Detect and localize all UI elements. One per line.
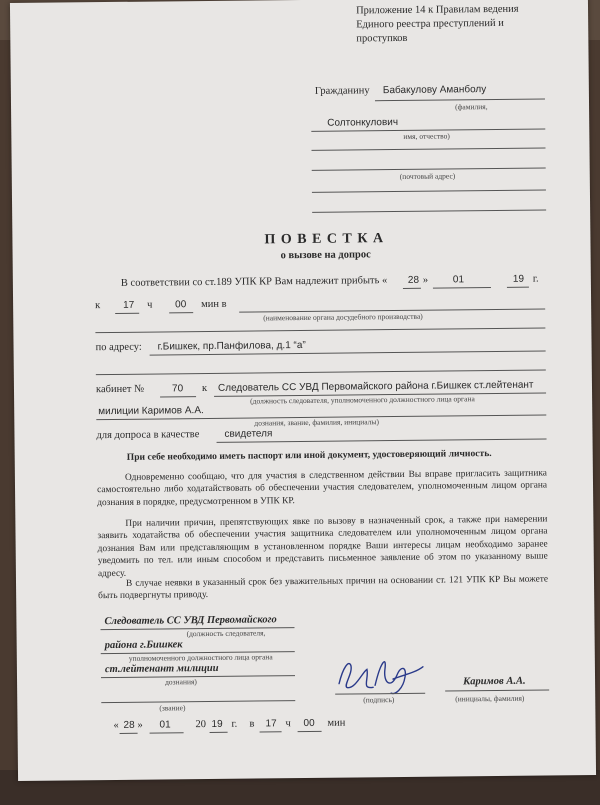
summons-day: 28 — [407, 274, 420, 286]
caption-signer-3: дознания) — [165, 677, 197, 687]
summons-year-suffix: г. — [532, 273, 539, 285]
signer-rank-line — [101, 700, 295, 703]
address-line-4 — [312, 209, 546, 212]
officer-line-1: Следователь СС УВД Первомайского района г.Бишкек ст.лейтенант — [217, 379, 534, 394]
officer-line-2: милиции Каримов А.А. — [98, 405, 204, 418]
paragraph-reasons: При наличии причин, препятствующих явке по вызову в назначенный срок, а также при намерении заявить ходатайства об обеспечении участия защитника следователем или уполномоченным лицом органа дознания Вам или представляющим в установленном порядке Ваши интересы лицам необходимо заранее уведомить по тел. или иным способом и представить письменное заявление об этом по указанному выше адресу. — [97, 514, 548, 579]
address-line-3 — [312, 189, 546, 192]
signer-position-3: ст.лейтенант милиции — [104, 662, 219, 676]
issue-date-open: « — [113, 719, 119, 732]
document-subtitle: о вызове на допрос — [280, 249, 371, 262]
cabinet-k: к — [201, 383, 208, 395]
summons-min-line — [169, 312, 193, 313]
caption-sign: (подпись) — [363, 695, 395, 705]
cabinet-number-line — [160, 396, 196, 397]
initials-line — [445, 689, 549, 691]
summons-hour-line — [115, 313, 139, 314]
summons-min-label: мин в — [201, 298, 227, 311]
issue-date-month-line — [150, 732, 184, 733]
addressee-name-line — [375, 98, 545, 101]
summons-k: к — [95, 300, 101, 312]
caption-rank: (звание) — [159, 703, 186, 713]
signer-position-2: района г.Бишкек — [104, 639, 183, 652]
summons-hour: 17 — [123, 299, 135, 311]
issue-date-close: » — [137, 719, 143, 731]
issue-date-min: 00 — [303, 717, 315, 730]
caption-organ: (наименование органа досудебного производства) — [263, 311, 423, 323]
caption-initials: (инициалы, фамилия) — [455, 693, 525, 704]
issue-date-g: г. — [231, 718, 238, 730]
summons-month: 01 — [452, 274, 465, 286]
summons-intro: В соответствии со ст.189 УПК КР Вам надлежит прибыть « — [120, 275, 388, 289]
summons-year: 19 — [512, 273, 525, 285]
caption-postal: (почтовый адрес) — [399, 171, 456, 181]
caption-signer-2: уполномоченного должностного лица органа — [128, 652, 273, 663]
signer-initials: Каримов А.А. — [463, 675, 526, 688]
appendix-line-3: проступков — [356, 32, 408, 45]
issue-date-min-line — [298, 731, 322, 732]
issue-date-year-line — [210, 732, 228, 733]
passport-notice: При себе необходимо иметь паспорт или иной документ, удостоверяющий личность. — [126, 448, 492, 463]
appendix-line-2: Единого реестра преступлений и — [356, 17, 504, 31]
issue-date-year-prefix: 20 — [195, 719, 207, 731]
appendix-line-1: Приложение 14 к Правилам ведения — [355, 3, 519, 17]
issue-date-day: 28 — [123, 719, 135, 731]
signer-position-1: Следователь СС УВД Первомайского — [104, 614, 277, 628]
issue-date-year: 19 — [211, 718, 223, 730]
summons-h: ч — [147, 299, 153, 311]
summons-day-line — [403, 288, 421, 289]
caption-surname: (фамилия, — [455, 102, 488, 112]
caption-officer-2: дознания, звание, фамилия, инициалы) — [254, 417, 379, 428]
summons-document — [10, 0, 596, 781]
addressee-name: Бабакулову Аманболу — [382, 84, 487, 97]
issue-date-day-line — [120, 733, 138, 734]
address-line-1 — [311, 147, 545, 150]
addressee-patronymic: Солтонкулович — [327, 116, 399, 129]
capacity-value: свидетеля — [224, 428, 273, 440]
summons-month-line — [433, 287, 491, 289]
cabinet-label: кабинет № — [95, 383, 145, 396]
issue-date-min-label: мин — [327, 717, 346, 729]
paragraph-non-appearance: В случае неявки в указанный срок без уважительных причин на основании ст. 121 УПК КР Вы можете быть подвергнуты приводу. — [98, 574, 549, 602]
issue-date-hour-line — [260, 731, 282, 732]
capacity-label: для допроса в качестве — [96, 429, 200, 442]
caption-signer-1: (должность следователя, — [186, 628, 266, 639]
summons-min: 00 — [175, 299, 187, 311]
address-value: г.Бишкек, пр.Панфилова, д.1 “а” — [157, 339, 306, 353]
issue-date-month: 01 — [159, 719, 171, 731]
caption-officer-1: (должность следователя, уполномоченного должностного лица органа — [250, 394, 475, 406]
paragraph-defender: Одновременно сообщаю, что для участия в следственном действии Вы вправе пригласить защитника самостоятельно либо ходатайствовать об обеспечении участия следователем, уполномоченным лицом органа дознания в порядке, предусмотренном в УПК КР. — [96, 468, 548, 508]
issue-date-hour: 17 — [265, 718, 277, 730]
cabinet-number: 70 — [171, 383, 184, 395]
issue-date-h: ч — [285, 718, 291, 730]
address-label: по адресу: — [95, 341, 142, 354]
issue-date-v: в — [249, 718, 255, 730]
address-line-2 — [312, 167, 546, 170]
addressee-label: Гражданину — [314, 85, 370, 97]
summons-quote-close: » — [422, 274, 429, 286]
caption-name: имя, отчество) — [403, 131, 450, 141]
document-title: П О В Е С Т К А — [264, 231, 385, 248]
summons-organ-line-2 — [95, 327, 545, 333]
address-extra-line — [96, 369, 546, 375]
summons-year-line — [507, 287, 529, 288]
signer-position-3-line — [101, 675, 295, 678]
